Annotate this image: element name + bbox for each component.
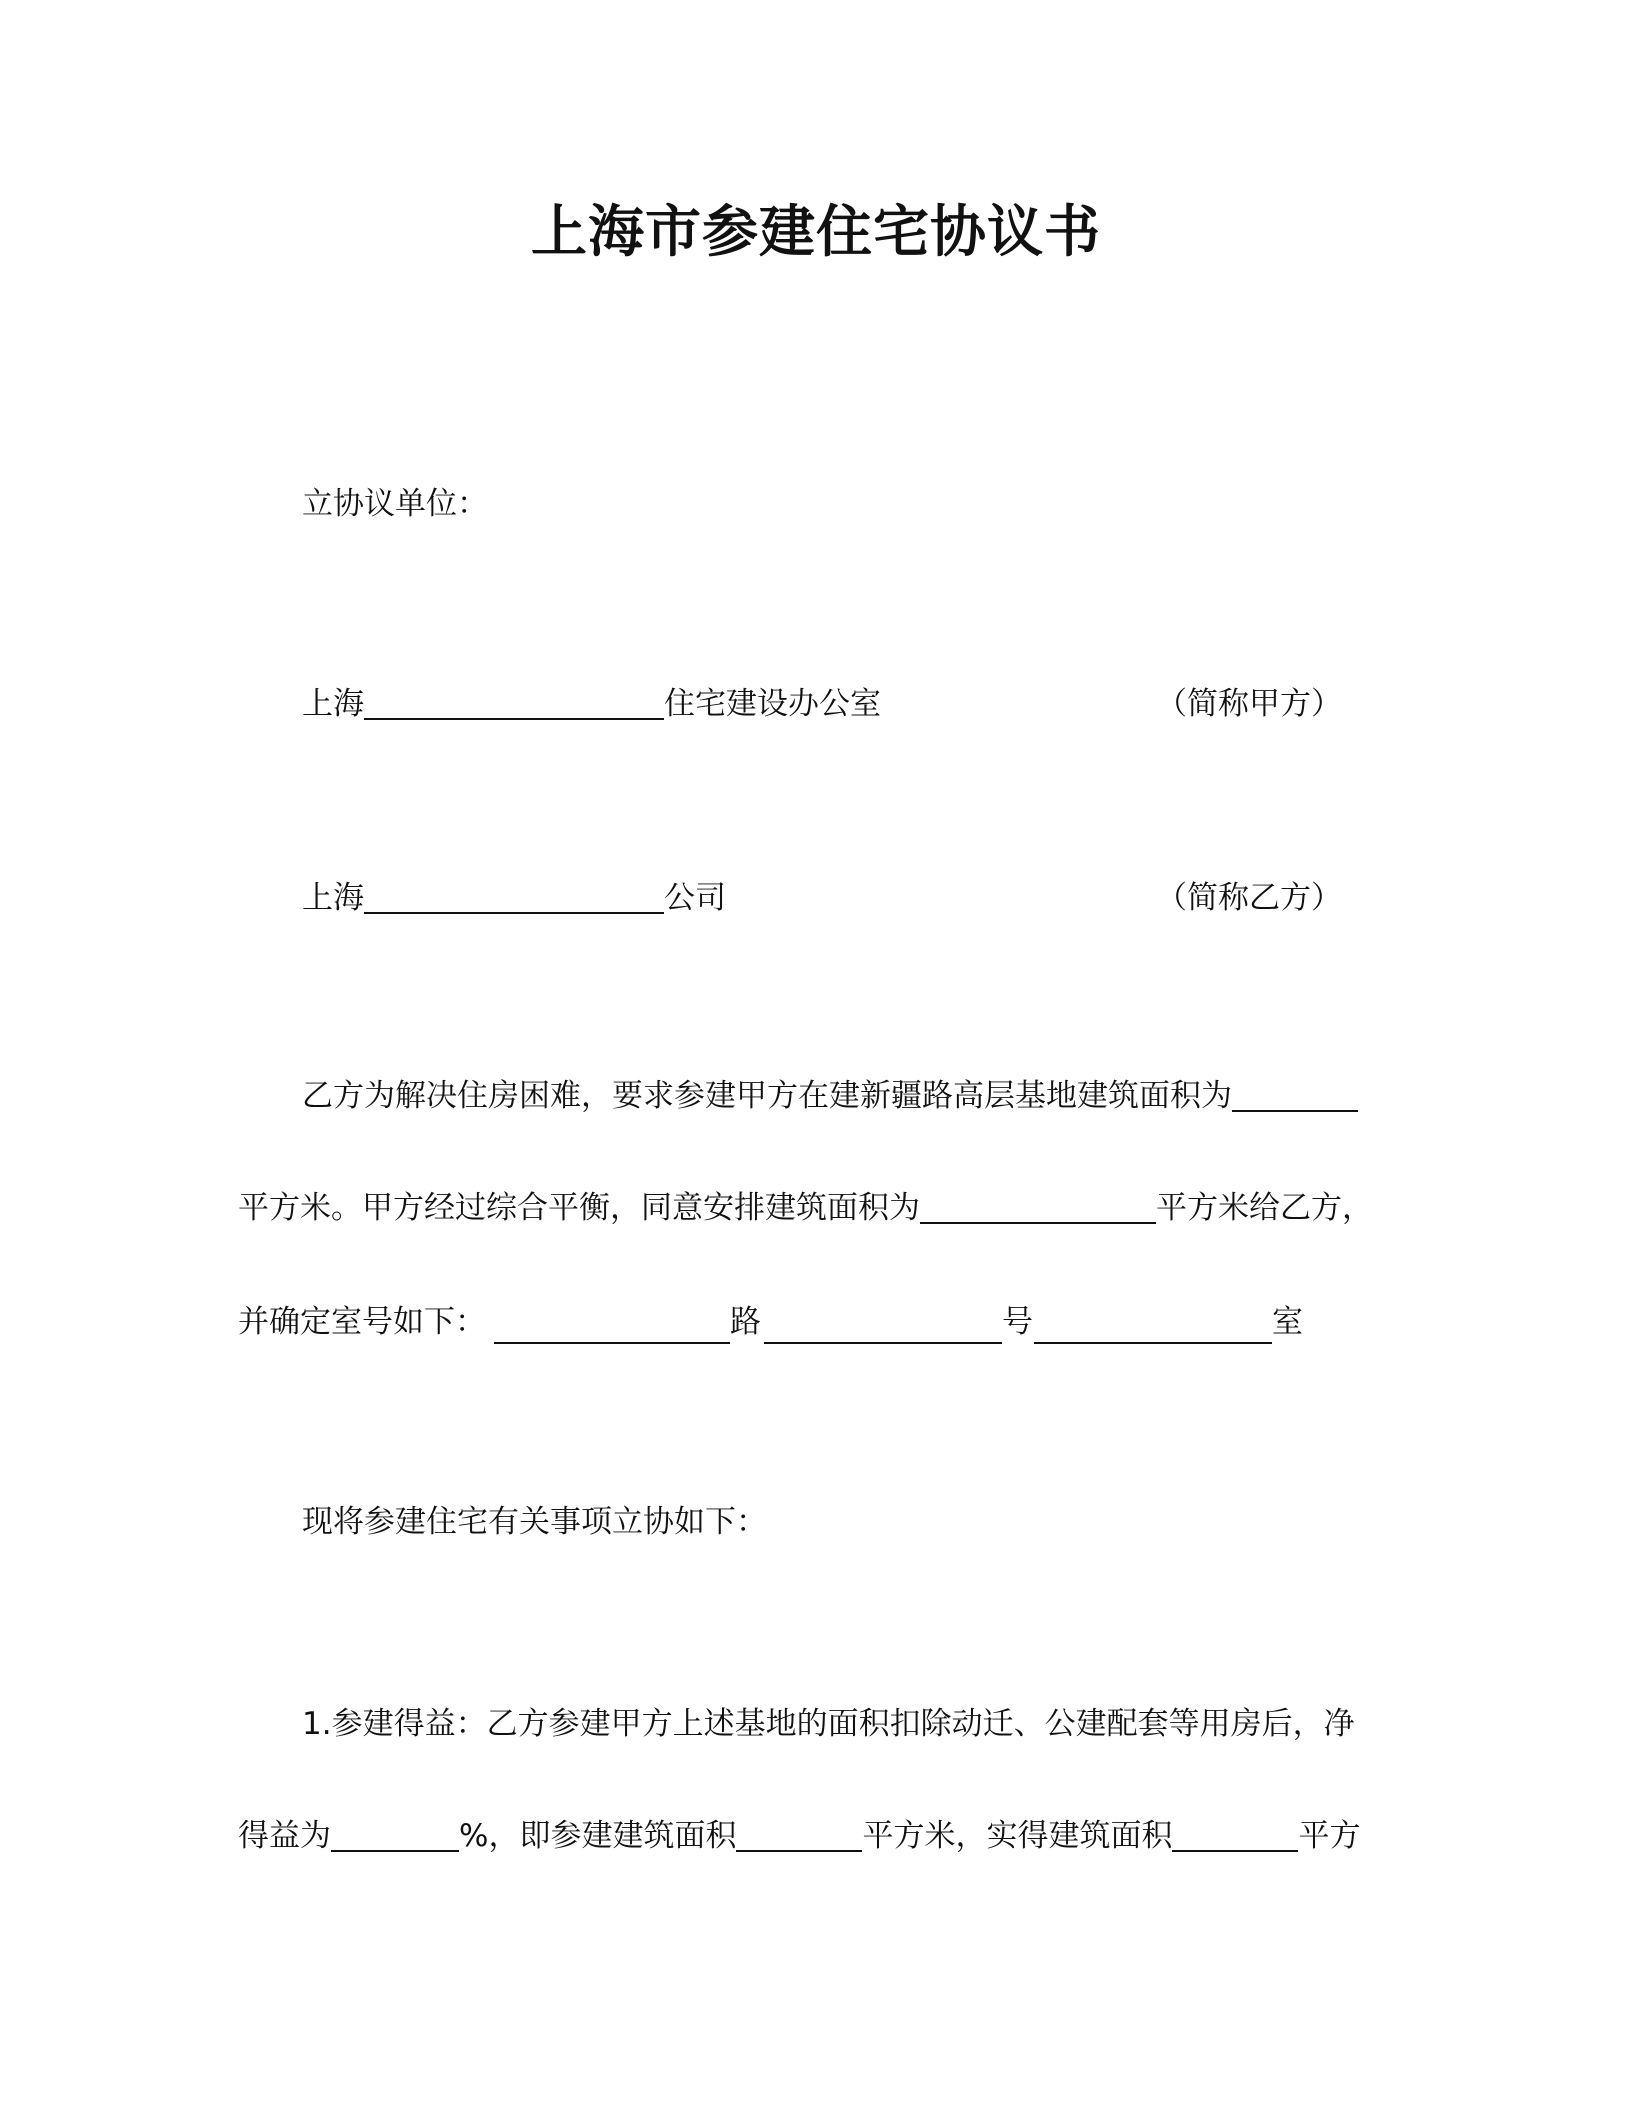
intro-line-2 [238,1186,1373,1230]
clause-1-line-1: 1.参建得益：乙方参建甲方上述基地的面积扣除动迁、公建配套等用房后，净 [302,1706,1355,1742]
house-number-blank[interactable] [1034,1308,1272,1344]
intro-line-3-text-a: 并确定室号如下： [238,1304,486,1340]
party-b-line [302,876,726,920]
room-label: 室 [1272,1304,1303,1340]
road-name-blank[interactable] [764,1308,1002,1344]
intro-line-1 [302,1074,1358,1118]
intro-line-1-text: 乙方为解决住房困难，要求参建甲方在建新疆路高层基地建筑面积为 [302,1078,1232,1114]
number-label: 号 [1002,1304,1033,1340]
party-b-suffix: 公司 [664,880,726,916]
party-a-prefix: 上海 [302,686,364,722]
total-area-blank[interactable] [1232,1076,1358,1112]
clause-1-line-2 [238,1814,1360,1858]
intro-line-2-text-a: 平方米。甲方经过综合平衡，同意安排建筑面积为 [238,1190,920,1226]
party-b-name-blank[interactable] [364,878,664,914]
party-b-prefix: 上海 [302,880,364,916]
document-title: 上海市参建住宅协议书 [531,200,1101,265]
actual-area-blank[interactable] [1172,1816,1298,1852]
clause-1-text-c: 平方米，实得建筑面积 [862,1818,1173,1854]
intro-line-2-text-b: 平方米给乙方， [1156,1190,1373,1226]
party-b-abbr: （简称乙方） [1156,880,1342,916]
intro-line-3 [238,1300,486,1344]
party-a-line [302,682,881,726]
allocated-area-blank[interactable] [920,1188,1156,1224]
party-a-suffix: 住宅建设办公室 [664,686,881,722]
net-gain-percent-blank[interactable] [331,1816,459,1852]
party-a-abbr: （简称甲方） [1156,686,1342,722]
clause-1-text-d: 平方 [1298,1818,1361,1854]
room-number-blank-1[interactable] [494,1308,730,1344]
matters-heading: 现将参建住宅有关事项立协如下： [302,1504,767,1540]
participating-area-blank[interactable] [736,1816,862,1852]
clause-1-text-b: %，即参建建筑面积 [459,1818,737,1854]
clause-1-text-a: 得益为 [238,1818,331,1854]
parties-heading: 立协议单位： [302,486,488,522]
road-label: 路 [730,1304,761,1340]
party-a-name-blank[interactable] [364,684,664,720]
